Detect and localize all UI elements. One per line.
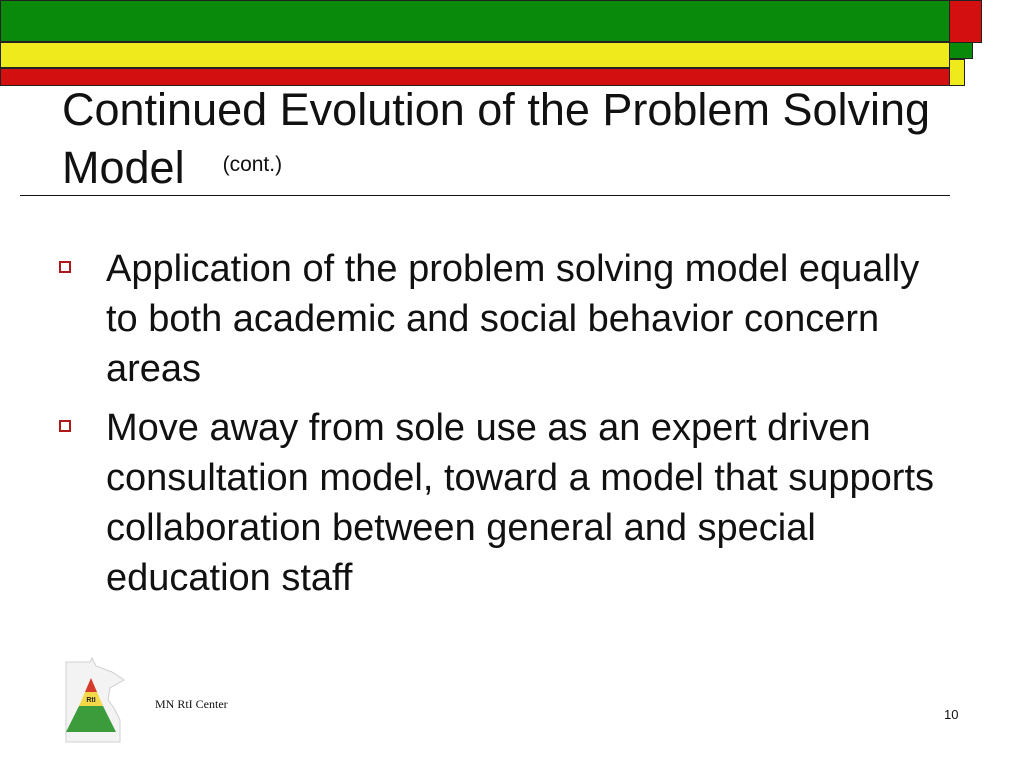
hollow-square-icon xyxy=(59,420,71,432)
title-divider xyxy=(20,195,950,196)
footer-label: MN RtI Center xyxy=(155,697,228,711)
slide-title-text: Continued Evolution of the Problem Solving Model xyxy=(62,84,931,193)
bullet-text: Application of the problem solving model equally to both academic and social behavior concern areas xyxy=(106,248,920,390)
header-yellow-stripe xyxy=(0,42,950,68)
page-number: 10 xyxy=(944,707,959,722)
bullet-list xyxy=(55,244,955,612)
corner-yellow-square xyxy=(949,59,965,86)
bullet-item xyxy=(55,244,955,394)
logo-text: RtI xyxy=(86,697,96,704)
slide-title-suffix: (cont.) xyxy=(222,153,283,176)
bullet-text: Move away from sole use as an expert driven consultation model, toward a model that supports collaboration between general and special education staff xyxy=(106,407,935,599)
corner-green-square xyxy=(949,42,973,59)
bullet-item xyxy=(55,403,955,603)
slide-title xyxy=(62,82,942,195)
hollow-square-icon xyxy=(59,261,71,273)
rti-logo xyxy=(60,656,130,746)
header-green-stripe xyxy=(0,0,950,42)
corner-red-square xyxy=(949,0,982,43)
